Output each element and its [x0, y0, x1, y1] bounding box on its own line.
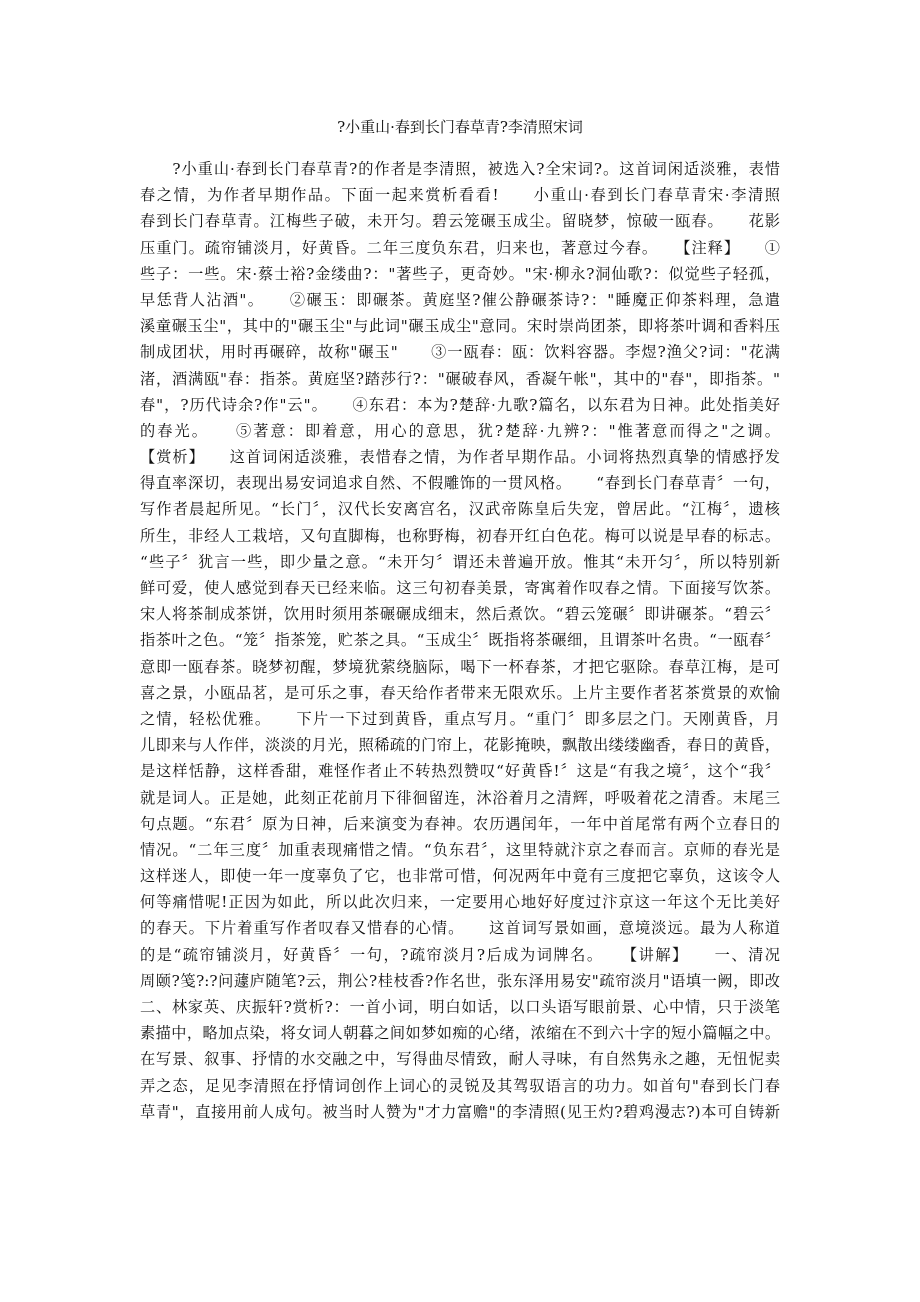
body-text-line: 素描中，略加点染，将女词人朝暮之间如梦如痴的心绪，浓缩在不到六十字的短小篇幅之中。	[140, 1024, 780, 1043]
body-text-line: 之情，轻松优雅。 下片一下过到黄昏，重点写月。“重门〞即多层之门。天刚黄昏，月	[140, 709, 780, 728]
body-text-line: 的春光。 ⑤著意：即着意，用心的意思，犹?楚辞·九辨?："惟著意而得之"之调。	[140, 421, 780, 440]
body-text-line: 溪童碾玉尘"，其中的"碾玉尘"与此词"碾玉成尘"意同。宋时崇尚团茶，即将茶叶调和香料压	[140, 317, 780, 336]
body-text-line: 弄之态，足见李清照在抒情词创作上词心的灵锐及其驾驭语言的功力。如首句"春到长门春	[140, 1076, 780, 1095]
body-text-line: 制成团状，用时再碾碎，故称"碾玉" ③一瓯春：瓯：饮料容器。李煜?渔父?词："花满	[140, 343, 780, 362]
body-text-line: 早恁背人沾酒"。 ②碾玉：即碾茶。黄庭坚?催公静碾茶诗?："睡魔正仰茶料理，急遣	[140, 290, 780, 309]
body-text-line: 宋人将茶制成茶饼，饮用时须用茶碾碾成细末，然后煮饮。“碧云笼碾〞即讲碾茶。“碧云〞	[140, 605, 780, 624]
body-text-line: 句点题。“东君〞原为日神，后来演变为春神。农历遇闰年，一年中首尾常有两个立春日的	[140, 814, 780, 833]
body-text-line: 意即一瓯春茶。晓梦初醒，梦境犹萦绕脑际，喝下一杯春茶，才把它驱除。春草江梅，是可	[140, 657, 780, 676]
body-text-line: 何等痛惜呢!正因为如此，所以此次归来，一定要用心地好好度过汴京这一年这个无比美好	[140, 893, 780, 912]
body-text-line: 得直率深切，表现出易安词追求自然、不假雕饰的一贯风格。 “春到长门春草青〞一句，	[140, 474, 780, 493]
document-body	[140, 156, 780, 1125]
document-title: ?小重山·春到长门春草青?李清照宋词	[337, 118, 583, 136]
body-text-line: 二、林家英、庆振轩?赏析?：一首小词，明白如话，以口头语写眼前景、心中情，只于淡笔	[140, 998, 780, 1016]
body-text-line: ?小重山·春到长门春草青?的作者是李清照，被选入?全宋词?。这首词闲适淡雅，表惜	[140, 160, 780, 178]
body-text-line: 的是“疏帘铺淡月，好黄昏〞一句，?疏帘淡月?后成为词牌名。 【讲解】 一、清况	[140, 945, 780, 964]
body-text-line: 些子：一些。宋·蔡士裕?金缕曲?："著些子，更奇妙。"宋·柳永?洞仙歌?：似觉些子轻孤，	[140, 264, 780, 283]
body-text-line: 儿即来与人作伴，淡淡的月光，照稀疏的门帘上，花影掩映，飘散出缕缕幽香，春日的黄昏，	[140, 736, 780, 755]
body-text-line: 春到长门春草青。江梅些子破，未开匀。碧云笼碾玉成尘。留晓梦，惊破一瓯春。 花影	[140, 212, 780, 231]
body-text-line: 渚，酒满瓯"春：指茶。黄庭坚?踏莎行?："碾破春风，香凝午帐"，其中的"春"，即指茶。"	[140, 369, 780, 388]
body-text-line: 草青"，直接用前人成句。被当时人赞为"才力富赡"的李清照(见王灼?碧鸡漫志?)本可自铸新	[140, 1102, 780, 1121]
body-text-line: “些子〞犹言一些，即少量之意。“未开匀〞谓还未普遍开放。惟其“未开匀〞，所以特别新	[140, 552, 780, 571]
body-text-line: 所生，非经人工栽培，又句直脚梅，也称野梅，初春开红白色花。梅可以说是早春的标志。	[140, 526, 780, 545]
body-text-line: 这样迷人，即使一年一度辜负了它，也非常可惜，何况两年中竟有三度把它辜负，这该令人	[140, 867, 780, 886]
body-text-line: 压重门。疏帘铺淡月，好黄昏。二年三度负东君，归来也，著意过今春。 【注释】 ①	[140, 238, 780, 257]
body-text-line: 就是词人。正是她，此刻正花前月下徘徊留连，沐浴着月之清辉，呼吸着花之清香。末尾三	[140, 788, 780, 807]
body-text-line: 情况。“二年三度〞加重表现痛惜之情。“负东君〞，这里特就汴京之春而言。京师的春光是	[140, 840, 780, 859]
body-text-line: 是这样恬静，这样香甜，难怪作者止不转热烈赞叹“好黄昏!〞这是“有我之境〞，这个“我〞	[140, 762, 780, 781]
body-text-line: 周颐?笺?:?问蘧庐随笔?云，荆公?桂枝香?作名世，张东泽用易安"疏帘淡月"语填一阙，即改	[140, 971, 780, 990]
body-text-line: 春之情，为作者早期作品。下面一起来赏析看看! 小重山·春到长门春草青宋·李清照	[140, 186, 780, 205]
body-text-line: 【赏析】 这首词闲适淡雅，表惜春之情，为作者早期作品。小词将热烈真挚的情感抒发	[140, 448, 780, 467]
body-text-line: 指茶叶之色。“笼〞指茶笼，贮茶之具。“玉成尘〞既指将茶碾细，且谓茶叶名贵。“一瓯春〞	[140, 631, 780, 650]
body-text-line: 喜之景，小瓯品茗，是可乐之事，春天给作者带来无限欢乐。上片主要作者茗茶赏景的欢愉	[140, 683, 780, 702]
body-text-line: 的春天。下片着重写作者叹春又惜春的心情。 这首词写景如画，意境淡远。最为人称道	[140, 919, 780, 938]
body-text-line: 写作者晨起所见。“长门〞，汉代长安离宫名，汉武帝陈皇后失宠，曾居此。“江梅〞，遗核	[140, 500, 780, 519]
body-text-line: 鲜可爱，使人感觉到春天已经来临。这三句初春美景，寄寓着作叹春之情。下面接写饮茶。	[140, 579, 780, 597]
body-text-line: 春"，?历代诗余?作"云"。 ④东君：本为?楚辞·九歌?篇名，以东君为日神。此处指美好	[140, 395, 780, 414]
body-text-line: 在写景、叙事、抒情的水交融之中，写得曲尽情致，耐人寻味，有自然隽永之趣，无忸怩卖	[140, 1050, 780, 1069]
